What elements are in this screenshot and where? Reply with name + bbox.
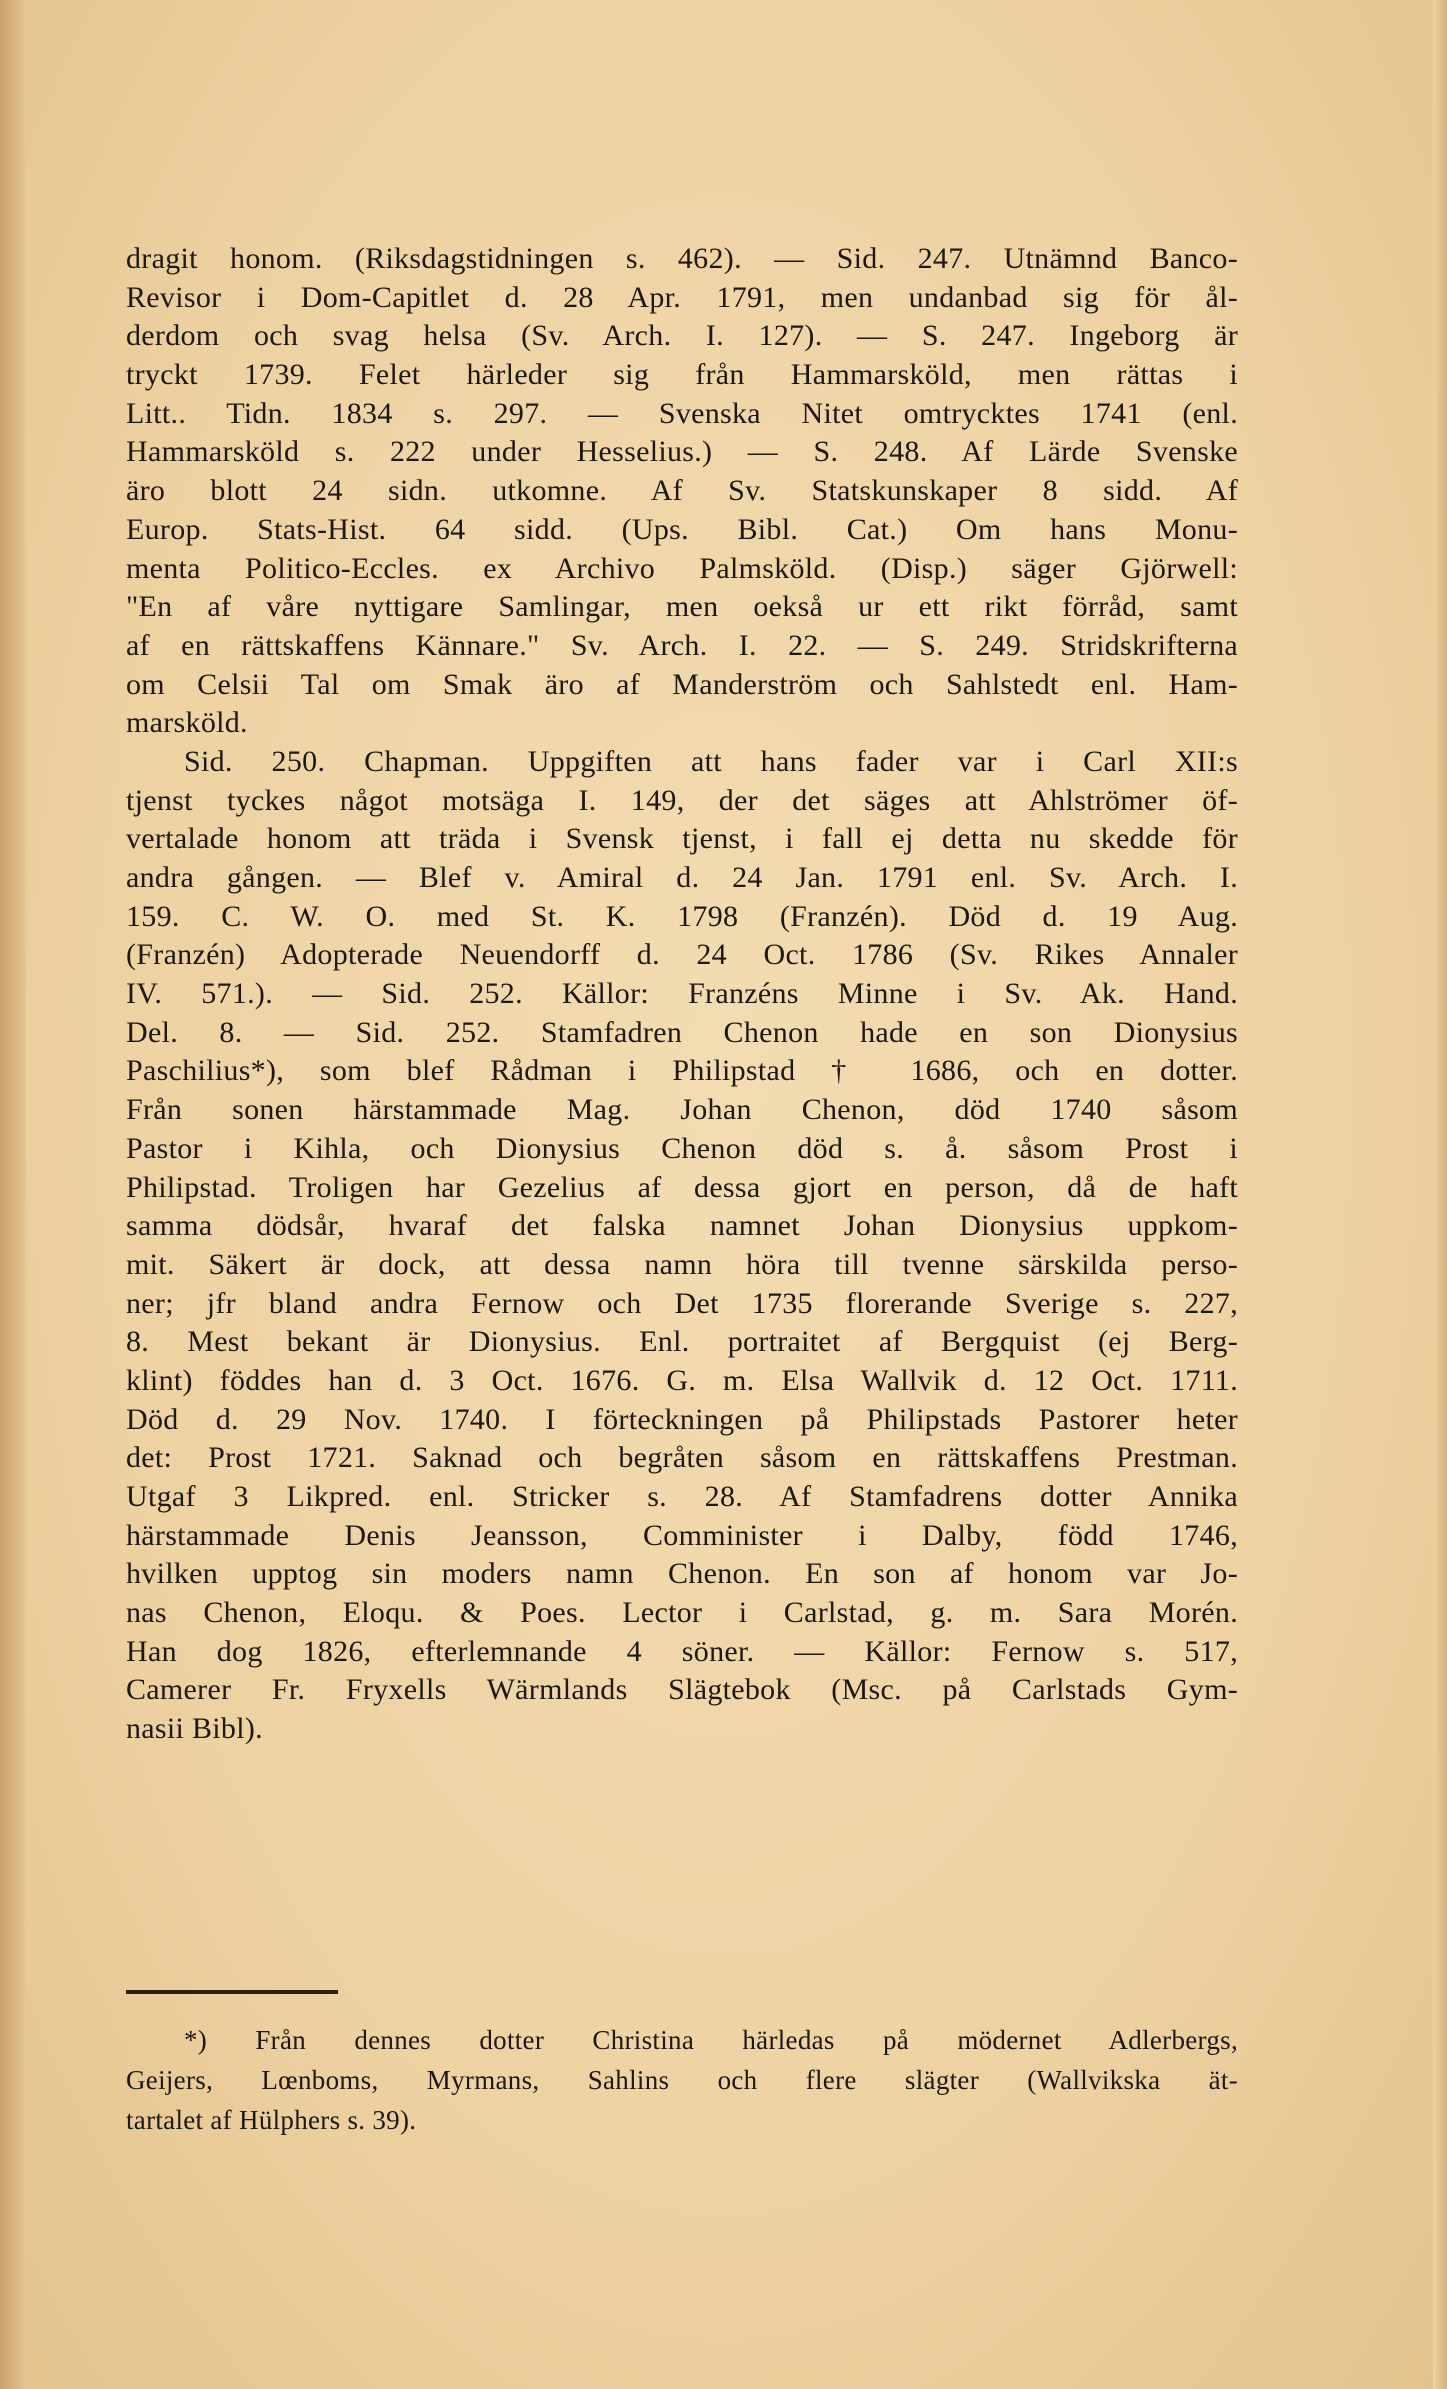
text-line: Paschilius*), som blef Rådman i Philipstad † 1686, och en dotter. (126, 1054, 1238, 1088)
text-line: nasii Bibl). (126, 1712, 263, 1746)
text-line: tryckt 1739. Felet härleder sig från Hammarsköld, men rättas i (126, 358, 1238, 392)
footnote-rule (126, 1990, 338, 1994)
text-line: (Franzén) Adopterade Neuendorff d. 24 Oct. 1786 (Sv. Rikes Annaler (126, 938, 1238, 972)
text-line: Utgaf 3 Likpred. enl. Stricker s. 28. Af Stamfadrens dotter Annika (126, 1480, 1238, 1513)
text-line: mit. Säkert är dock, att dessa namn höra till tvenne särskilda perso- (126, 1247, 1238, 1281)
text-line: menta Politico-Eccles. ex Archivo Palmsköld. (Disp.) säger Gjörwell: (126, 551, 1238, 585)
text-line: Sid. 250. Chapman. Uppgiften att hans fader var i Carl XII:s (184, 744, 1238, 778)
text-line: nas Chenon, Eloqu. & Poes. Lector i Carlstad, g. m. Sara Morén. (126, 1596, 1238, 1630)
footnote (126, 2020, 1238, 2140)
text-line: klint) föddes han d. 3 Oct. 1676. G. m. Elsa Wallvik d. 12 Oct. 1711. (126, 1363, 1238, 1397)
text-line: "En af våre nyttigare Samlingar, men oekså ur ett rikt förråd, samt (126, 590, 1238, 624)
text-line: Revisor i Dom-Capitlet d. 28 Apr. 1791, men undanbad sig för ål- (126, 280, 1238, 314)
text-line: härstammade Denis Jeansson, Comminister i Dalby, född 1746, (126, 1518, 1238, 1552)
text-line: Död d. 29 Nov. 1740. I förteckningen på Philipstads Pastorer heter (126, 1402, 1238, 1436)
page-edge-right (1433, 0, 1447, 2389)
text-line: Europ. Stats-Hist. 64 sidd. (Ups. Bibl. Cat.) Om hans Monu- (126, 512, 1238, 546)
footnote-line: *) Från dennes dotter Christina härledas på mödernet Adlerbergs, (184, 2025, 1238, 2055)
text-line: andra gången. — Blef v. Amiral d. 24 Jan. 1791 enl. Sv. Arch. I. (126, 861, 1238, 894)
text-line: derdom och svag helsa (Sv. Arch. I. 127). — S. 247. Ingeborg är (126, 319, 1238, 353)
text-line: Del. 8. — Sid. 252. Stamfadren Chenon hade en son Dionysius (126, 1015, 1238, 1049)
text-line: om Celsii Tal om Smak äro af Manderström och Sahlstedt enl. Ham- (126, 667, 1238, 701)
text-line: Hammarsköld s. 222 under Hesselius.) — S. 248. Af Lärde Svenske (126, 435, 1238, 469)
text-line: Han dog 1826, efterlemnande 4 söner. — Källor: Fernow s. 517, (126, 1634, 1238, 1668)
text-line: det: Prost 1721. Saknad och begråten såsom en rättskaffens Prestman. (126, 1441, 1238, 1475)
text-line: Camerer Fr. Fryxells Wärmlands Slägtebok (Msc. på Carlstads Gym- (126, 1673, 1238, 1707)
text-line: dragit honom. (Riksdagstidningen s. 462). — Sid. 247. Utnämnd Banco- (126, 242, 1238, 275)
text-line: IV. 571.). — Sid. 252. Källor: Franzéns Minne i Sv. Ak. Hand. (126, 977, 1238, 1011)
text-line: Philipstad. Troligen har Gezelius af dessa gjort en person, då de haft (126, 1170, 1238, 1204)
text-line: äro blott 24 sidn. utkomne. Af Sv. Statskunskaper 8 sidd. Af (126, 474, 1238, 508)
text-line: Från sonen härstammade Mag. Johan Chenon, död 1740 såsom (126, 1093, 1238, 1127)
page-edge-left (0, 0, 26, 2389)
text-line: Litt.. Tidn. 1834 s. 297. — Svenska Nitet omtrycktes 1741 (enl. (126, 396, 1238, 430)
main-text (126, 240, 1238, 1749)
text-line: af en rättskaffens Kännare." Sv. Arch. I. 22. — S. 249. Stridskrifterna (126, 628, 1238, 662)
text-line: hvilken upptog sin moders namn Chenon. En son af honom var Jo- (126, 1557, 1238, 1591)
text-line: tjenst tyckes något motsäga I. 149, der det säges att Ahlströmer öf- (126, 783, 1238, 817)
text-line: samma dödsår, hvaraf det falska namnet Johan Dionysius uppkom- (126, 1209, 1238, 1243)
text-line: 159. C. W. O. med St. K. 1798 (Franzén). Död d. 19 Aug. (126, 899, 1238, 933)
footnote-line: Geijers, Lœnboms, Myrmans, Sahlins och flere slägter (Wallvikska ät- (126, 2065, 1238, 2095)
text-line: vertalade honom att träda i Svensk tjenst, i fall ej detta nu skedde för (126, 822, 1238, 856)
text-line: Pastor i Kihla, och Dionysius Chenon död s. å. såsom Prost i (126, 1131, 1238, 1165)
text-line: 8. Mest bekant är Dionysius. Enl. portraitet af Bergquist (ej Berg- (126, 1325, 1238, 1359)
text-line: ner; jfr bland andra Fernow och Det 1735 florerande Sverige s. 227, (126, 1286, 1238, 1320)
footnote-line: tartalet af Hülphers s. 39). (126, 2105, 417, 2135)
text-line: marsköld. (126, 706, 248, 740)
